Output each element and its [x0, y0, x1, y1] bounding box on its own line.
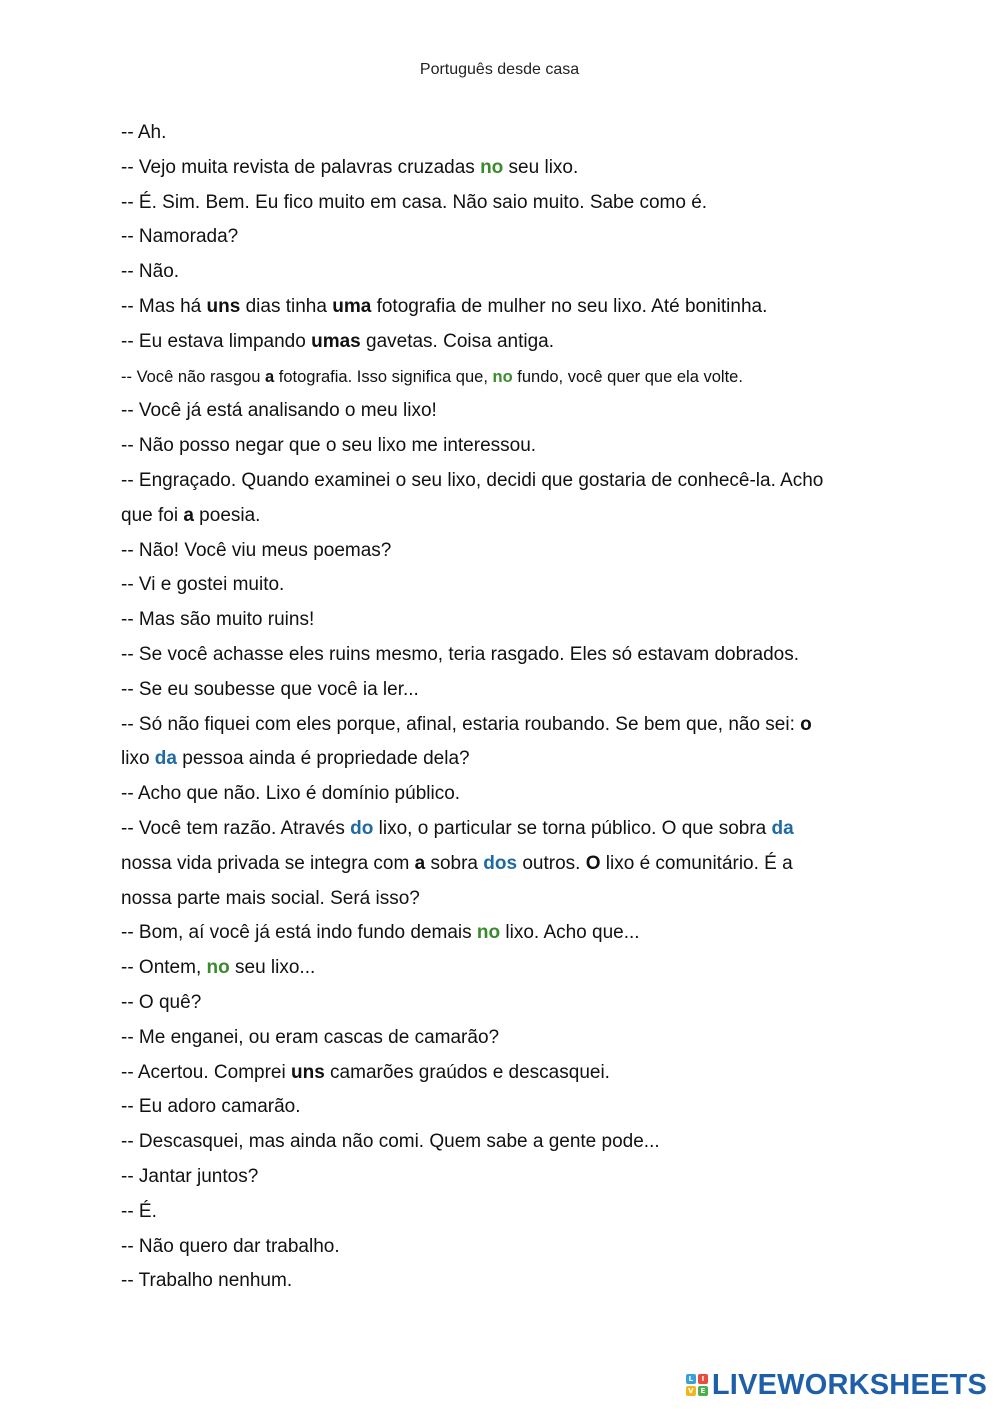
text-line [121, 429, 873, 464]
text-segment: -- Jantar juntos? [121, 1165, 259, 1187]
text-segment: -- Acertou. Comprei [121, 1061, 291, 1083]
highlighted-word: a [183, 504, 194, 526]
text-line [121, 882, 873, 917]
text-segment: -- É. [121, 1200, 157, 1222]
text-line [121, 360, 873, 395]
highlighted-word: do [350, 817, 374, 839]
text-line [121, 603, 873, 638]
text-line [121, 638, 873, 673]
text-segment: -- É. Sim. Bem. Eu fico muito em casa. Não saio muito. Sabe como é. [121, 191, 708, 213]
text-line [121, 186, 873, 221]
highlighted-word: a [265, 367, 275, 386]
text-line [121, 986, 873, 1021]
text-segment: -- Só não fiquei com eles porque, afinal, estaria roubando. Se bem que, não sei: [121, 713, 801, 735]
text-segment: dias tinha [240, 295, 333, 317]
text-segment: -- Você não rasgou [121, 367, 266, 386]
text-segment: -- Você tem razão. Através [121, 817, 351, 839]
text-line [121, 1021, 873, 1056]
text-segment: lixo é comunitário. É a [600, 852, 793, 874]
text-segment: -- Mas há [121, 295, 207, 317]
dialogue-text [121, 116, 873, 1299]
text-segment: -- Me enganei, ou eram cascas de camarão? [121, 1026, 500, 1048]
highlighted-word: uns [291, 1061, 325, 1083]
text-segment: sobra [425, 852, 484, 874]
text-segment: fotografia de mulher no seu lixo. Até bonitinha. [371, 295, 768, 317]
text-line [121, 499, 873, 534]
logo-tile: V [686, 1386, 696, 1396]
text-line [121, 394, 873, 429]
text-segment: seu lixo. [503, 156, 579, 178]
text-segment: -- Vi e gostei muito. [121, 574, 285, 596]
text-line [121, 916, 873, 951]
text-segment: que foi [121, 504, 184, 526]
text-line [121, 777, 873, 812]
text-segment: pessoa ainda é propriedade dela? [176, 748, 470, 770]
text-line [121, 464, 873, 499]
text-segment: nossa parte mais social. Será isso? [121, 887, 420, 909]
text-line [121, 708, 873, 743]
highlighted-word: uma [332, 295, 372, 317]
text-segment: -- Eu adoro camarão. [121, 1096, 301, 1118]
text-segment: -- Não. [121, 261, 180, 283]
text-line [121, 255, 873, 290]
highlighted-word: no [480, 156, 504, 178]
text-segment: -- Trabalho nenhum. [121, 1270, 293, 1292]
text-line [121, 151, 873, 186]
text-segment: -- Não! Você viu meus poemas? [121, 539, 392, 561]
text-line [121, 534, 873, 569]
text-segment: -- Ontem, [121, 957, 207, 979]
text-segment: -- Bom, aí você já está indo fundo demais [121, 922, 477, 944]
text-segment: lixo [121, 748, 155, 770]
highlighted-word: o [800, 713, 812, 735]
text-segment: -- O quê? [121, 991, 202, 1013]
highlighted-word: da [154, 748, 177, 770]
text-segment: -- Engraçado. Quando examinei o seu lixo, decidi que gostaria de conhecê-la. Acho [121, 469, 824, 491]
highlighted-word: O [585, 852, 601, 874]
text-segment: seu lixo... [229, 957, 316, 979]
highlighted-word: no [206, 957, 230, 979]
text-line [121, 1230, 873, 1265]
text-line [121, 742, 873, 777]
page-header: Português desde casa [419, 61, 580, 78]
text-segment: -- Acho que não. Lixo é domínio público. [121, 783, 461, 805]
text-segment: -- Descasquei, mas ainda não comi. Quem sabe a gente pode... [121, 1131, 660, 1153]
text-line [121, 673, 873, 708]
text-line [121, 1125, 873, 1160]
text-line [121, 847, 873, 882]
text-segment: -- Eu estava limpando [121, 330, 312, 352]
text-segment: lixo. Acho que... [500, 922, 640, 944]
text-segment: gavetas. Coisa antiga. [360, 330, 555, 352]
text-line [121, 116, 873, 151]
text-segment: poesia. [193, 504, 261, 526]
text-line [121, 220, 873, 255]
highlighted-word: umas [311, 330, 361, 352]
text-segment: camarões graúdos e descasquei. [324, 1061, 610, 1083]
text-segment: -- Você já está analisando o meu lixo! [121, 400, 437, 422]
text-line [121, 1195, 873, 1230]
text-segment: -- Mas são muito ruins! [121, 609, 315, 631]
highlighted-word: a [414, 852, 426, 874]
text-line [121, 1160, 873, 1195]
logo-tile: L [686, 1374, 696, 1384]
text-segment: -- Ah. [121, 122, 167, 143]
text-segment: -- Se eu soubesse que você ia ler... [121, 678, 419, 700]
highlighted-word: no [476, 922, 501, 944]
text-line [121, 290, 873, 325]
text-line [121, 568, 873, 603]
text-segment: fundo, você quer que ela volte. [512, 367, 743, 386]
text-line [121, 951, 873, 986]
text-line [121, 1056, 873, 1091]
highlighted-word: uns [206, 295, 241, 317]
text-segment: -- Se você achasse eles ruins mesmo, teria rasgado. Eles só estavam dobrados. [121, 643, 799, 665]
highlighted-word: no [492, 367, 513, 386]
text-segment: -- Namorada? [121, 226, 239, 248]
text-segment: -- Não quero dar trabalho. [121, 1235, 340, 1257]
text-segment: -- Não posso negar que o seu lixo me interessou. [121, 435, 537, 457]
logo-text: LIVEWORKSHEETS [711, 1368, 987, 1401]
text-segment: -- Vejo muita revista de palavras cruzadas [121, 156, 481, 178]
text-segment: outros. [517, 852, 586, 874]
text-line [121, 1264, 873, 1299]
text-line [121, 812, 873, 847]
liveworksheets-logo [686, 1368, 987, 1402]
text-line [121, 325, 873, 360]
logo-grid-icon [686, 1374, 708, 1396]
text-segment: lixo, o particular se torna público. O que sobra [373, 817, 772, 839]
logo-tile: I [698, 1374, 708, 1384]
text-segment: nossa vida privada se integra com [121, 852, 415, 874]
highlighted-word: da [771, 817, 794, 839]
text-segment: fotografia. Isso significa que, [274, 367, 493, 386]
logo-tile: E [698, 1386, 708, 1396]
highlighted-word: dos [483, 852, 518, 874]
text-line [121, 1090, 873, 1125]
